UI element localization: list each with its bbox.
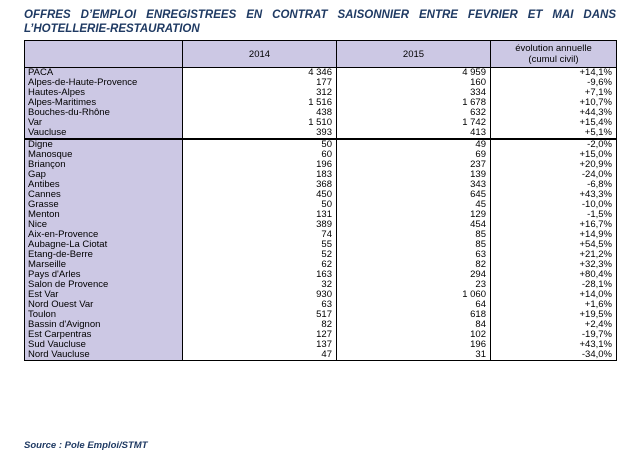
row-label: Hautes-Alpes [25,88,183,98]
value-2015: 82 [337,260,491,270]
document-title: OFFRES D’EMPLOI ENREGISTREES EN CONTRAT SAISONNIER ENTRE FEVRIER ET MAI DANS L’HOTELLERIE-RESTAURATION [24,9,616,35]
table-row [25,118,617,128]
value-evolution: +2,4% [491,320,617,330]
table-row [25,139,617,150]
table-row [25,78,617,88]
row-label: Antibes [25,180,183,190]
value-evolution: +15,4% [491,118,617,128]
row-label: Gap [25,170,183,180]
table-row [25,310,617,320]
table-row [25,68,617,79]
table-row [25,170,617,180]
row-label: Salon de Provence [25,280,183,290]
value-2015: 1 060 [337,290,491,300]
row-label: Grasse [25,200,183,210]
row-label: Briançon [25,160,183,170]
value-evolution: -1,5% [491,210,617,220]
row-label: Bouches-du-Rhône [25,108,183,118]
value-2015: 23 [337,280,491,290]
value-2015: 64 [337,300,491,310]
table-row [25,190,617,200]
table-row [25,128,617,139]
table-row [25,210,617,220]
table-row [25,320,617,330]
value-evolution: -34,0% [491,350,617,361]
value-evolution: +7,1% [491,88,617,98]
value-2014: 517 [183,310,337,320]
value-evolution: -10,0% [491,200,617,210]
value-2014: 62 [183,260,337,270]
row-label: Est Carpentras [25,330,183,340]
table-row [25,330,617,340]
table-row [25,108,617,118]
value-2014: 82 [183,320,337,330]
table-row [25,220,617,230]
value-2015: 84 [337,320,491,330]
value-evolution: +14,0% [491,290,617,300]
value-2014: 196 [183,160,337,170]
table-row [25,180,617,190]
value-evolution: +19,5% [491,310,617,320]
table-header-row [25,41,617,68]
value-2015: 454 [337,220,491,230]
value-2015: 237 [337,160,491,170]
row-label: Marseille [25,260,183,270]
row-label: Manosque [25,150,183,160]
value-2015: 49 [337,139,491,150]
value-2014: 312 [183,88,337,98]
table-row [25,290,617,300]
row-label: Alpes-de-Haute-Provence [25,78,183,88]
value-2015: 85 [337,230,491,240]
table-row [25,150,617,160]
value-evolution: +43,1% [491,340,617,350]
row-label: Nord Vaucluse [25,350,183,361]
value-evolution: +5,1% [491,128,617,139]
row-label: Var [25,118,183,128]
value-2015: 45 [337,200,491,210]
value-evolution: +14,1% [491,68,617,79]
row-label: Menton [25,210,183,220]
value-2014: 1 516 [183,98,337,108]
table-row [25,200,617,210]
value-2014: 52 [183,250,337,260]
value-evolution: +80,4% [491,270,617,280]
value-2014: 55 [183,240,337,250]
value-evolution: +1,6% [491,300,617,310]
value-2015: 294 [337,270,491,280]
table-row [25,260,617,270]
header-corner-cell [25,41,183,68]
value-2014: 177 [183,78,337,88]
regions-section [25,68,617,140]
value-2014: 930 [183,290,337,300]
value-2014: 137 [183,340,337,350]
value-2015: 129 [337,210,491,220]
value-2015: 4 959 [337,68,491,79]
value-2014: 4 346 [183,68,337,79]
value-2015: 139 [337,170,491,180]
value-2015: 196 [337,340,491,350]
table-row [25,230,617,240]
value-evolution: +15,0% [491,150,617,160]
header-2015: 2015 [337,41,491,68]
table-row [25,240,617,250]
value-2015: 1 678 [337,98,491,108]
header-evolution [491,41,617,68]
value-2014: 63 [183,300,337,310]
row-label: Aix-en-Provence [25,230,183,240]
value-2015: 102 [337,330,491,340]
value-2014: 50 [183,200,337,210]
value-2015: 85 [337,240,491,250]
value-evolution: +10,7% [491,98,617,108]
value-2014: 438 [183,108,337,118]
value-evolution: -9,6% [491,78,617,88]
cities-section [25,139,617,361]
value-2014: 32 [183,280,337,290]
table-row [25,270,617,280]
value-evolution: -6,8% [491,180,617,190]
value-2015: 343 [337,180,491,190]
row-label: Digne [25,139,183,150]
table-row [25,98,617,108]
value-evolution: +32,3% [491,260,617,270]
value-2014: 47 [183,350,337,361]
value-evolution: +21,2% [491,250,617,260]
value-2014: 450 [183,190,337,200]
value-2015: 618 [337,310,491,320]
value-2015: 160 [337,78,491,88]
value-2014: 163 [183,270,337,280]
source-note: Source : Pole Emploi/STMT [24,440,148,451]
value-2015: 334 [337,88,491,98]
value-evolution: -19,7% [491,330,617,340]
table-row [25,350,617,361]
row-label: Sud Vaucluse [25,340,183,350]
value-2014: 393 [183,128,337,139]
row-label: Vaucluse [25,128,183,139]
value-2015: 69 [337,150,491,160]
table-row [25,340,617,350]
value-2014: 183 [183,170,337,180]
value-2014: 368 [183,180,337,190]
value-2014: 1 510 [183,118,337,128]
row-label: Etang-de-Berre [25,250,183,260]
value-2014: 60 [183,150,337,160]
value-2015: 632 [337,108,491,118]
header-2014: 2014 [183,41,337,68]
value-evolution: +14,9% [491,230,617,240]
value-evolution: +20,9% [491,160,617,170]
value-2014: 50 [183,139,337,150]
row-label: Bassin d'Avignon [25,320,183,330]
value-2015: 1 742 [337,118,491,128]
header-evolution-line2: (cumul civil) [528,54,579,65]
value-evolution: -2,0% [491,139,617,150]
row-label: PACA [25,68,183,79]
row-label: Cannes [25,190,183,200]
table-row [25,300,617,310]
value-evolution: +44,3% [491,108,617,118]
value-2014: 131 [183,210,337,220]
value-evolution: +43,3% [491,190,617,200]
value-2014: 389 [183,220,337,230]
seasonal-job-offers-table [24,40,617,361]
value-evolution: +54,5% [491,240,617,250]
row-label: Nice [25,220,183,230]
value-2015: 31 [337,350,491,361]
row-label: Nord Ouest Var [25,300,183,310]
row-label: Alpes-Maritimes [25,98,183,108]
row-label: Est Var [25,290,183,300]
value-2015: 413 [337,128,491,139]
value-2014: 127 [183,330,337,340]
table-row [25,160,617,170]
table-row [25,88,617,98]
value-evolution: -28,1% [491,280,617,290]
table-row [25,250,617,260]
value-2014: 74 [183,230,337,240]
value-2015: 645 [337,190,491,200]
value-2015: 63 [337,250,491,260]
value-evolution: +16,7% [491,220,617,230]
row-label: Toulon [25,310,183,320]
row-label: Pays d'Arles [25,270,183,280]
value-evolution: -24,0% [491,170,617,180]
row-label: Aubagne-La Ciotat [25,240,183,250]
header-evolution-line1: évolution annuelle [515,43,592,54]
table-row [25,280,617,290]
